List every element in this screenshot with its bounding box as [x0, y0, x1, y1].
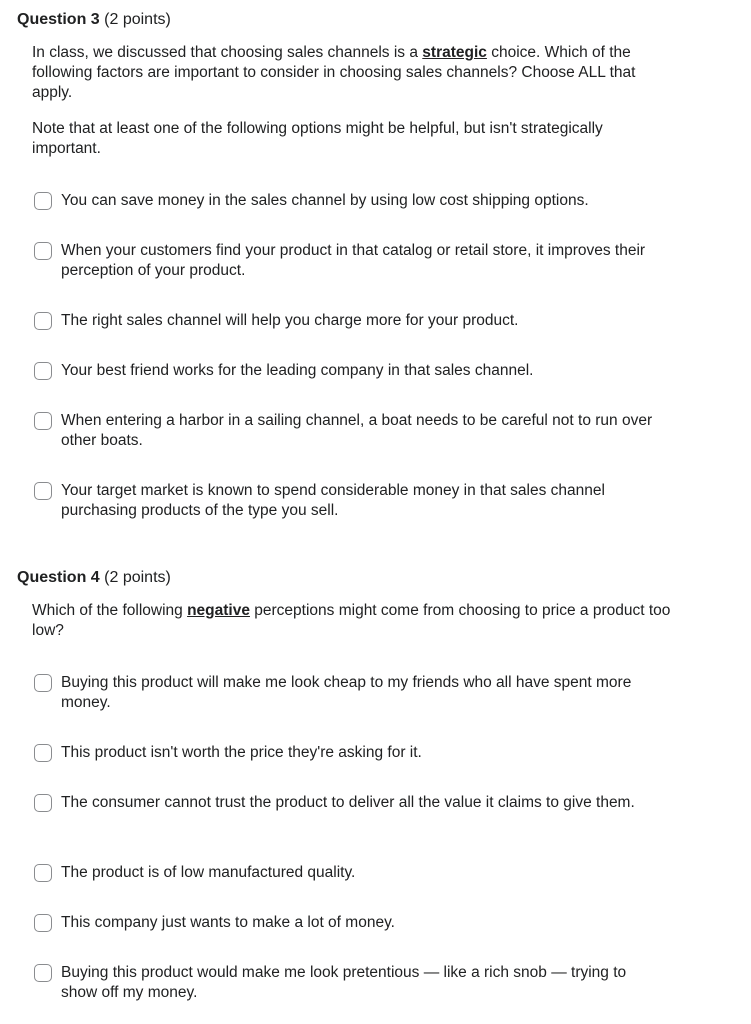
option-label[interactable]: This product isn't worth the price they're asking for it.: [61, 744, 422, 761]
prompt-keyword: negative: [187, 602, 250, 619]
option-checkbox[interactable]: [34, 242, 52, 260]
option-label[interactable]: Your target market is known to spend considerable money in that sales channel purchasing products of the type you sell.: [61, 482, 605, 519]
option-item[interactable]: [34, 412, 674, 454]
option-label[interactable]: The product is of low manufactured quality.: [61, 864, 356, 881]
option-label[interactable]: The consumer cannot trust the product to deliver all the value it claims to give them.: [61, 794, 635, 811]
option-checkbox[interactable]: [34, 964, 52, 982]
prompt-text: In class, we discussed that choosing sales channels is a: [32, 44, 423, 61]
option-label[interactable]: This company just wants to make a lot of money.: [61, 914, 395, 931]
option-label[interactable]: The right sales channel will help you charge more for your product.: [61, 312, 519, 329]
question-prompt: [32, 601, 672, 641]
option-checkbox[interactable]: [34, 914, 52, 932]
prompt-text: choice. Which of the following factors are important to consider in choosing sales channels? Choose ALL that apply.: [32, 44, 636, 101]
option-checkbox[interactable]: [34, 412, 52, 430]
option-checkbox[interactable]: [34, 312, 52, 330]
prompt-text: Which of the following: [32, 602, 188, 619]
question-number: Question 3: [17, 11, 100, 28]
option-checkbox[interactable]: [34, 674, 52, 692]
option-item[interactable]: [34, 794, 674, 836]
option-label[interactable]: Buying this product will make me look cheap to my friends who all have spent more money.: [61, 674, 632, 711]
option-checkbox[interactable]: [34, 362, 52, 380]
option-item[interactable]: [34, 482, 674, 524]
question-prompt: [32, 43, 672, 103]
option-item[interactable]: [34, 864, 674, 906]
option-checkbox[interactable]: [34, 192, 52, 210]
option-label[interactable]: You can save money in the sales channel by using low cost shipping options.: [61, 192, 589, 209]
option-label[interactable]: When entering a harbor in a sailing channel, a boat needs to be careful not to run over other boats.: [61, 412, 653, 449]
option-item[interactable]: [34, 312, 674, 354]
question-points: (2 points): [104, 11, 171, 28]
prompt-text: perceptions might come from choosing to price a product too low?: [32, 602, 671, 639]
option-checkbox[interactable]: [34, 744, 52, 762]
option-checkbox[interactable]: [34, 864, 52, 882]
option-item[interactable]: [34, 242, 674, 284]
option-label[interactable]: Your best friend works for the leading company in that sales channel.: [61, 362, 534, 379]
option-item[interactable]: [34, 674, 674, 716]
option-checkbox[interactable]: [34, 794, 52, 812]
question-points: (2 points): [104, 569, 171, 586]
question-note: Note that at least one of the following options might be helpful, but isn't strategically important.: [32, 120, 603, 157]
prompt-keyword: strategic: [422, 44, 487, 61]
question-heading: [17, 10, 171, 30]
option-checkbox[interactable]: [34, 482, 52, 500]
option-label[interactable]: When your customers find your product in that catalog or retail store, it improves their perception of your product.: [61, 242, 646, 279]
option-label[interactable]: Buying this product would make me look pretentious — like a rich snob — trying to show off my money.: [61, 964, 627, 1001]
option-item[interactable]: [34, 362, 674, 404]
option-item[interactable]: [34, 914, 674, 956]
option-item[interactable]: [34, 744, 674, 786]
question-heading: [17, 568, 171, 588]
option-item[interactable]: [34, 192, 674, 234]
question-number: Question 4: [17, 569, 100, 586]
option-item[interactable]: [34, 964, 674, 1006]
